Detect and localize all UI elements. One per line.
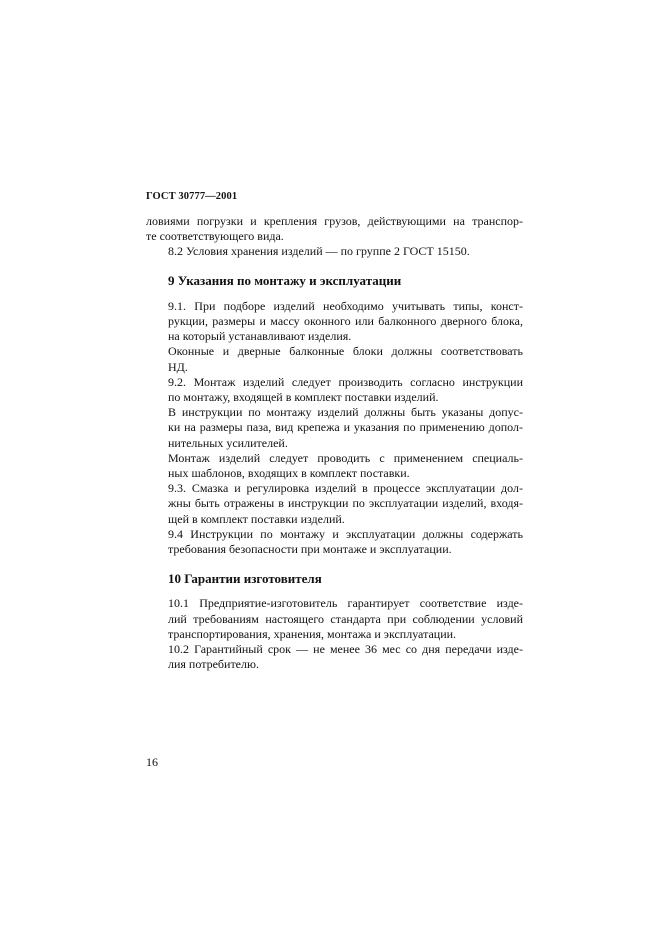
- paragraph-10-2: [146, 642, 523, 672]
- text-line: 10.1 Предприятие-изготовитель гарантирует соответствие изде-: [168, 596, 523, 611]
- text-line: 9.3. Смазка и регулировка изделий в процессе эксплуатации дол-: [168, 481, 523, 496]
- text-line: те соответствующего вида.: [146, 229, 284, 244]
- text-line: Монтаж изделий следует проводить с применением специаль-: [168, 450, 523, 465]
- section-10-heading: 10 Гарантии изготовителя: [168, 571, 322, 587]
- text-line: рукции, размеры и массу оконного или балконного дверного блока,: [168, 314, 523, 329]
- paragraph-instruction: [146, 405, 523, 451]
- text-line: 9.1. При подборе изделий необходимо учитывать типы, конст-: [168, 298, 523, 313]
- paragraph-9-4: [146, 527, 523, 557]
- paragraph-nd: [146, 344, 523, 374]
- paragraph-10-1: [146, 596, 523, 642]
- text-line: 10.2 Гарантийный срок — не менее 36 мес со дня передачи изде-: [168, 642, 523, 657]
- paragraph-9-1: [146, 299, 523, 345]
- section-9-heading: 9 Указания по монтажу и эксплуатации: [168, 272, 402, 288]
- paragraph-9-2: [146, 375, 523, 405]
- paragraph-8-2: 8.2 Условия хранения изделий — по группе 2 ГОСТ 15150.: [168, 244, 470, 259]
- continued-paragraph: [146, 214, 523, 244]
- document-header: ГОСТ 30777—2001: [146, 191, 238, 202]
- text-line: жны быть отражены в инструкции по эксплуатации изделий, входя-: [168, 496, 523, 511]
- text-line: щей в комплект поставки изделий.: [168, 511, 345, 526]
- text-line: по монтажу, входящей в комплект поставки изделий.: [168, 390, 439, 405]
- paragraph-9-3: [146, 481, 523, 527]
- text-line: ки на размеры паза, вид крепежа и указания по применению допол-: [168, 420, 523, 435]
- document-body: [146, 214, 523, 672]
- text-line: на который устанавливают изделия.: [168, 329, 352, 344]
- text-line: ловиями погрузки и крепления грузов, действующими на транспор-: [146, 214, 523, 228]
- text-line: ных шаблонов, входящих в комплект поставки.: [168, 466, 410, 481]
- page-number: 16: [146, 755, 158, 769]
- text-line: 9.4 Инструкции по монтажу и эксплуатации должны содержать: [168, 526, 523, 541]
- paragraph-montazh: [146, 451, 523, 481]
- text-line: 9.2. Монтаж изделий следует производить согласно инструкции: [168, 374, 523, 389]
- text-line: В инструкции по монтажу изделий должны быть указаны допус-: [168, 405, 523, 420]
- text-line: требования безопасности при монтаже и эксплуатации.: [168, 542, 452, 557]
- text-line: НД.: [168, 359, 188, 374]
- text-line: Оконные и дверные балконные блоки должны соответствовать: [168, 344, 523, 359]
- text-line: транспортирования, хранения, монтажа и эксплуатации.: [168, 626, 457, 641]
- text-line: лий требованиям настоящего стандарта при соблюдении условий: [168, 611, 523, 626]
- text-line: нительных усилителей.: [168, 435, 288, 450]
- text-line: лия потребителю.: [168, 657, 259, 672]
